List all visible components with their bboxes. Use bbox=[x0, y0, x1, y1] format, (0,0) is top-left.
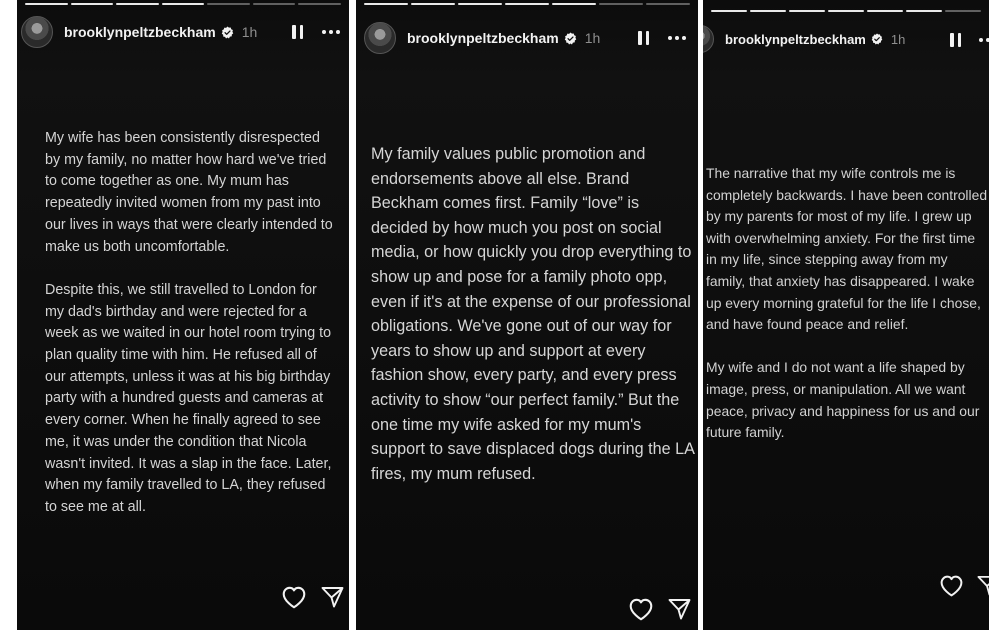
verified-badge-icon bbox=[871, 33, 883, 45]
more-options-icon[interactable] bbox=[668, 36, 686, 40]
story-panel-2[interactable] bbox=[356, 0, 698, 630]
post-time: 1h bbox=[241, 24, 258, 40]
avatar[interactable] bbox=[364, 22, 396, 54]
progress-segment bbox=[789, 10, 825, 12]
progress-segment bbox=[411, 3, 455, 5]
progress-segment bbox=[945, 10, 981, 12]
story-progress-bar bbox=[364, 3, 690, 5]
progress-segment bbox=[552, 3, 596, 5]
progress-segment bbox=[711, 10, 747, 12]
more-options-icon[interactable] bbox=[322, 30, 340, 34]
progress-segment bbox=[505, 3, 549, 5]
progress-segment bbox=[646, 3, 690, 5]
heart-icon[interactable] bbox=[939, 574, 964, 597]
send-icon[interactable] bbox=[320, 585, 345, 609]
username[interactable]: brooklynpeltzbeckham bbox=[725, 31, 866, 47]
send-icon[interactable] bbox=[976, 574, 989, 597]
avatar[interactable] bbox=[703, 25, 714, 53]
progress-segment bbox=[867, 10, 903, 12]
story-panel-1[interactable] bbox=[17, 0, 349, 630]
avatar[interactable] bbox=[21, 16, 53, 48]
progress-segment bbox=[458, 3, 502, 5]
progress-segment bbox=[364, 3, 408, 5]
story-text: My family values public promotion and endorsements above all else. Brand Beckham comes first. Family “love” is decided by how much you post on social media, or how quickly you drop everything to show up and pose for a family photo opp, even if it's at the expense of our professional obligations. We've gone out of our way for years to show up and support at every fashion show, every party, and every press activity to show “our perfect family.” But the one time my wife asked for my mum's support to save displaced dogs during the LA fires, my mum refused. bbox=[371, 145, 695, 483]
story-text: The narrative that my wife controls me is completely backwards. I have been controlled by my parents for most of my life. I grew up with overwhelming anxiety. For the first time in my life, since stepping away from my family, that anxiety has disappeared. I wake up every morning grateful for the life I chose, and have found peace and relief. My wife and I do not want a life shaped by image, press, or manipulation. All we want peace, privacy and happiness for us and our future family. bbox=[706, 165, 988, 441]
heart-icon[interactable] bbox=[281, 585, 307, 609]
username[interactable]: brooklynpeltzbeckham bbox=[64, 24, 216, 40]
pause-icon[interactable] bbox=[950, 33, 961, 47]
progress-segment bbox=[25, 3, 68, 5]
verified-badge-icon bbox=[221, 26, 234, 39]
story-header bbox=[364, 22, 600, 54]
progress-segment bbox=[298, 3, 341, 5]
story-text: My wife has been consistently disrespected by my family, no matter how hard we've tried to come together as one. My mum has repeatedly invited women from my past into our lives in ways that were clearly intended to make us both uncomfortable. Despite this, we still travelled to London for my dad's birthday and were rejected for a week as we waited in our hotel room trying to plan quality time with him. He refused all of our attempts, unless it was at his big birthday party with a hundred guests and cameras at every corner. When he finally agreed to see me, it was under the condition that Nicola wasn't invited. It was a slap in the face. Later, when my family travelled to LA, they refused to see me at all. bbox=[45, 130, 333, 515]
progress-segment bbox=[207, 3, 250, 5]
pause-icon[interactable] bbox=[638, 31, 649, 45]
send-icon[interactable] bbox=[667, 597, 692, 621]
post-time: 1h bbox=[890, 31, 906, 47]
pause-icon[interactable] bbox=[292, 25, 303, 39]
story-header bbox=[703, 25, 905, 53]
progress-segment bbox=[162, 3, 205, 5]
story-progress-bar bbox=[25, 3, 341, 5]
verified-badge-icon bbox=[564, 32, 577, 45]
progress-segment bbox=[253, 3, 296, 5]
username[interactable]: brooklynpeltzbeckham bbox=[407, 30, 559, 46]
story-panel-3[interactable] bbox=[703, 0, 989, 630]
story-progress-bar bbox=[711, 10, 981, 12]
progress-segment bbox=[906, 10, 942, 12]
progress-segment bbox=[828, 10, 864, 12]
progress-segment bbox=[750, 10, 786, 12]
progress-segment bbox=[71, 3, 114, 5]
post-time: 1h bbox=[584, 30, 601, 46]
heart-icon[interactable] bbox=[628, 597, 654, 621]
more-options-icon[interactable] bbox=[979, 38, 989, 42]
progress-segment bbox=[116, 3, 159, 5]
story-header bbox=[21, 16, 257, 48]
progress-segment bbox=[599, 3, 643, 5]
